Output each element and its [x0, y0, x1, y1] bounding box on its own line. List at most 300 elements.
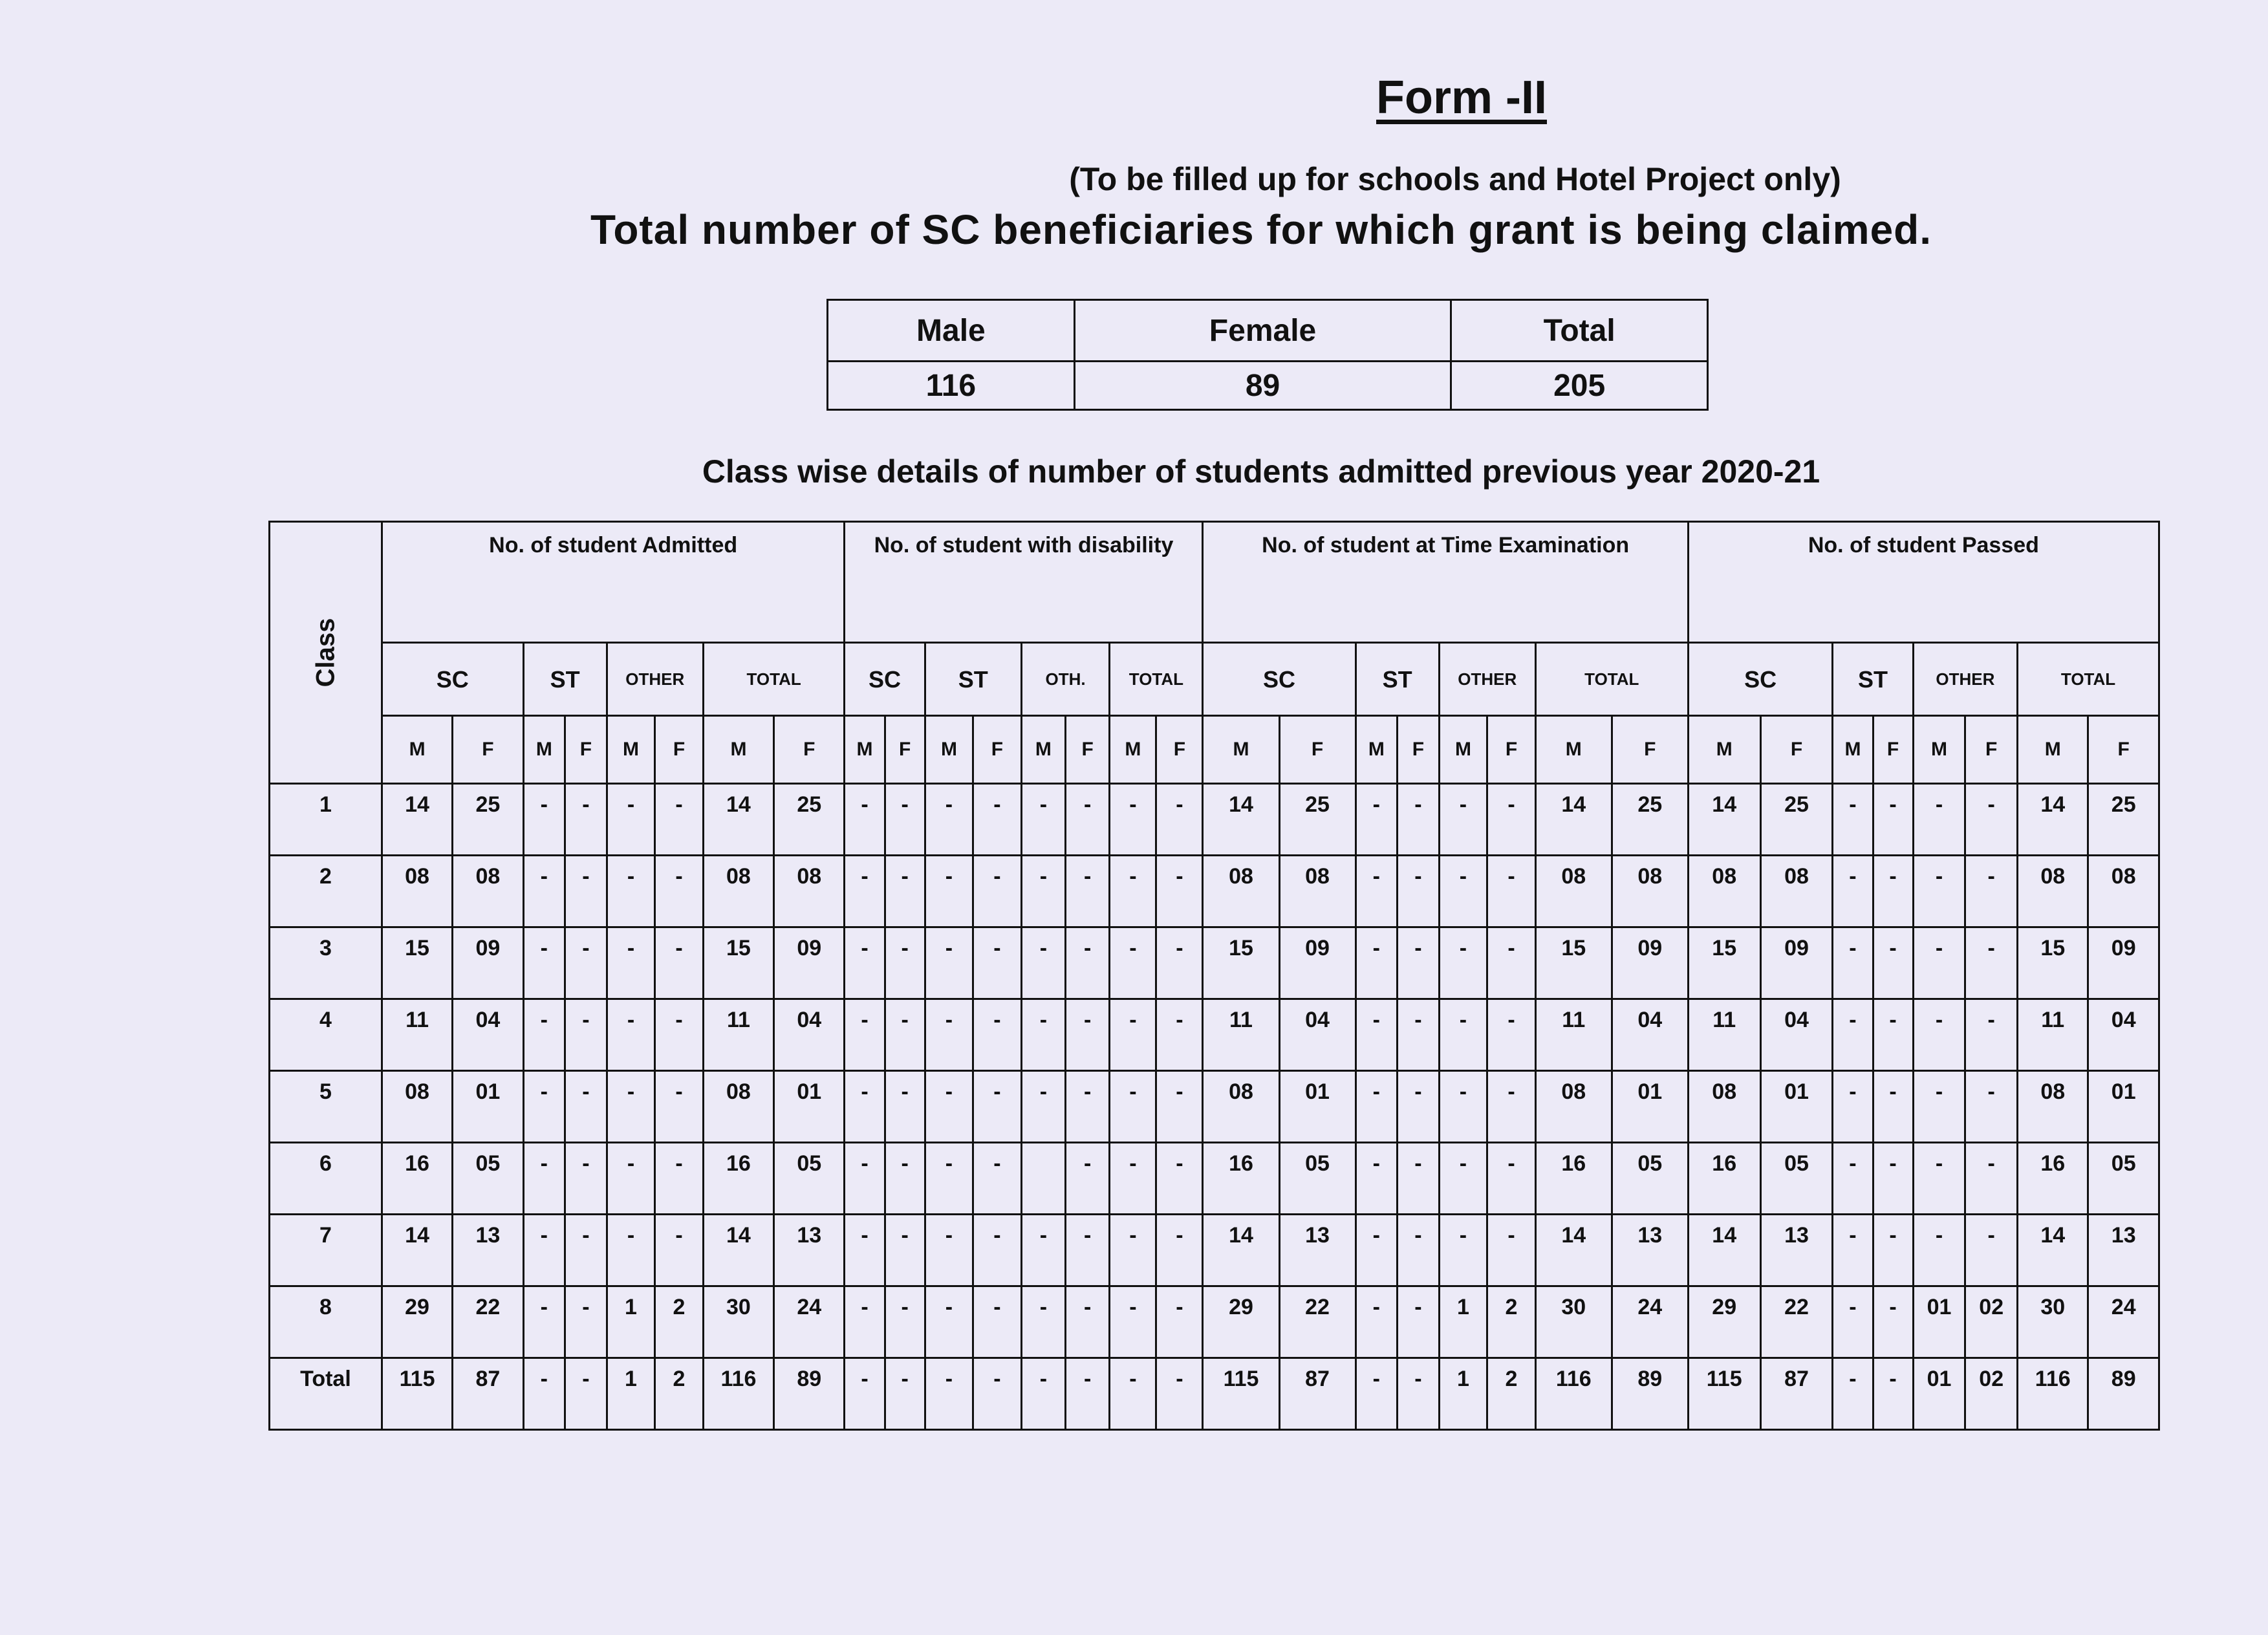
table-cell: -	[1021, 784, 1065, 856]
table-cell: -	[1156, 1143, 1203, 1215]
table-cell: -	[1021, 999, 1065, 1071]
table-cell: 14	[2018, 784, 2088, 856]
table-cell: 13	[453, 1215, 523, 1286]
table-cell: -	[973, 784, 1022, 856]
table-cell: 115	[1203, 1358, 1279, 1430]
table-cell: 08	[1535, 856, 1612, 927]
table-cell: -	[925, 1071, 973, 1143]
table-cell: -	[1439, 856, 1487, 927]
table-cell: -	[1398, 856, 1440, 927]
class-label: 4	[270, 999, 382, 1071]
table-cell: -	[925, 784, 973, 856]
table-cell: 16	[703, 1143, 773, 1215]
table-cell: -	[1156, 1358, 1203, 1430]
table-cell: -	[523, 1286, 565, 1358]
table-cell: -	[607, 1071, 655, 1143]
table-cell: -	[1398, 927, 1440, 999]
summary-table	[826, 299, 1709, 411]
table-cell: -	[885, 927, 925, 999]
table-cell: -	[845, 784, 885, 856]
table-cell: -	[845, 1286, 885, 1358]
sub-header-st: ST	[1833, 643, 1913, 716]
female-header: F	[565, 716, 607, 784]
table-cell: -	[1487, 856, 1536, 927]
table-cell: 89	[774, 1358, 845, 1430]
table-cell: -	[1965, 1215, 2018, 1286]
table-cell: -	[1833, 999, 1873, 1071]
table-cell: -	[1965, 784, 2018, 856]
table-cell: -	[607, 1215, 655, 1286]
female-header: F	[1612, 716, 1688, 784]
female-header: F	[655, 716, 704, 784]
female-header: F	[885, 716, 925, 784]
table-cell: 08	[703, 1071, 773, 1143]
male-header: M	[607, 716, 655, 784]
table-cell: -	[925, 1215, 973, 1286]
table-cell: -	[925, 999, 973, 1071]
female-header: F	[1066, 716, 1110, 784]
table-cell: 13	[1612, 1215, 1688, 1286]
class-label: 2	[270, 856, 382, 927]
table-cell: 15	[2018, 927, 2088, 999]
table-cell: 04	[453, 999, 523, 1071]
table-cell: 30	[703, 1286, 773, 1358]
table-cell: 15	[1203, 927, 1279, 999]
table-cell: 01	[774, 1071, 845, 1143]
table-cell: -	[1873, 927, 1913, 999]
male-header: M	[1688, 716, 1760, 784]
table-cell: -	[565, 1143, 607, 1215]
summary-value-female: 89	[1074, 362, 1451, 410]
table-cell: 16	[382, 1143, 452, 1215]
table-cell: 14	[1203, 1215, 1279, 1286]
table-row	[270, 1143, 2159, 1215]
table-cell: 25	[1760, 784, 1833, 856]
table-cell: -	[565, 1286, 607, 1358]
table-cell: -	[607, 927, 655, 999]
table-cell: 116	[2018, 1358, 2088, 1430]
table-cell: 14	[1688, 784, 1760, 856]
table-cell: -	[1021, 1286, 1065, 1358]
summary-value-male: 116	[828, 362, 1075, 410]
table-cell: -	[1965, 1143, 2018, 1215]
female-header: F	[2088, 716, 2159, 784]
female-header: F	[1156, 716, 1203, 784]
table-cell: 29	[1688, 1286, 1760, 1358]
table-cell: -	[1066, 784, 1110, 856]
table-cell: 05	[2088, 1143, 2159, 1215]
table-cell: -	[1110, 1071, 1156, 1143]
table-cell: 89	[2088, 1358, 2159, 1430]
table-cell: -	[925, 927, 973, 999]
table-cell: -	[885, 1215, 925, 1286]
table-cell: -	[845, 1358, 885, 1430]
sub-header-total: TOTAL	[703, 643, 845, 716]
class-label: 8	[270, 1286, 382, 1358]
table-cell: 09	[1279, 927, 1355, 999]
table-cell: -	[1873, 1215, 1913, 1286]
form-heading: Total number of SC beneficiaries for which grant is being claimed.	[590, 206, 1932, 253]
table-cell: 05	[1760, 1143, 1833, 1215]
table-row	[270, 856, 2159, 927]
female-header: F	[1873, 716, 1913, 784]
summary-header-female: Female	[1074, 300, 1451, 362]
table-cell: -	[565, 1358, 607, 1430]
sub-header-oth: OTH.	[1021, 643, 1110, 716]
table-cell: 14	[1688, 1215, 1760, 1286]
table-cell: -	[1355, 1358, 1398, 1430]
table-cell: 29	[1203, 1286, 1279, 1358]
table-cell: 09	[1760, 927, 1833, 999]
table-cell: -	[1487, 999, 1536, 1071]
table-cell: 2	[1487, 1358, 1536, 1430]
table-cell: 08	[703, 856, 773, 927]
table-cell: -	[1398, 1143, 1440, 1215]
table-cell: 30	[1535, 1286, 1612, 1358]
table-cell: 16	[1688, 1143, 1760, 1215]
table-row	[270, 1071, 2159, 1143]
table-cell: 11	[1688, 999, 1760, 1071]
table-cell: -	[1833, 1143, 1873, 1215]
table-cell: -	[1110, 856, 1156, 927]
table-cell: 14	[1535, 784, 1612, 856]
female-header: F	[973, 716, 1022, 784]
table-cell: -	[1398, 1286, 1440, 1358]
table-cell: 2	[655, 1286, 704, 1358]
table-cell: -	[523, 784, 565, 856]
table-cell: -	[973, 1286, 1022, 1358]
table-cell: -	[1355, 1286, 1398, 1358]
table-cell: 87	[1279, 1358, 1355, 1430]
table-cell: 01	[1279, 1071, 1355, 1143]
sub-header-total: TOTAL	[1110, 643, 1203, 716]
group-header-row	[270, 522, 2159, 643]
table-cell: -	[973, 856, 1022, 927]
table-cell: -	[1487, 1071, 1536, 1143]
sub-header-row	[270, 643, 2159, 716]
summary-header-total: Total	[1451, 300, 1708, 362]
table-cell: 22	[1760, 1286, 1833, 1358]
table-cell: -	[565, 1215, 607, 1286]
table-cell: 04	[1612, 999, 1688, 1071]
table-cell: -	[1110, 1143, 1156, 1215]
table-cell: -	[885, 1286, 925, 1358]
table-cell: -	[1066, 1143, 1110, 1215]
sub-header-sc: SC	[1203, 643, 1355, 716]
table-cell: -	[1833, 1358, 1873, 1430]
male-header: M	[1439, 716, 1487, 784]
form-title: Form -II	[1376, 72, 1547, 124]
sub-header-sc: SC	[382, 643, 523, 716]
table-cell: 15	[1535, 927, 1612, 999]
table-cell: -	[1913, 1143, 1965, 1215]
table-cell: -	[1110, 1215, 1156, 1286]
table-cell: -	[1066, 1286, 1110, 1358]
group-header-passed: No. of student Passed	[1688, 522, 2159, 643]
table-cell: 02	[1965, 1358, 2018, 1430]
table-cell: -	[523, 856, 565, 927]
group-header-examination: No. of student at Time Examination	[1203, 522, 1688, 643]
table-cell: -	[1873, 999, 1913, 1071]
table-cell: -	[885, 1358, 925, 1430]
table-cell: 11	[1535, 999, 1612, 1071]
table-cell: 116	[1535, 1358, 1612, 1430]
female-header: F	[1760, 716, 1833, 784]
class-wise-table	[268, 521, 2160, 1431]
table-cell: -	[1398, 1215, 1440, 1286]
table-cell: -	[1913, 1215, 1965, 1286]
table-cell: -	[1487, 1143, 1536, 1215]
table-cell: -	[607, 1143, 655, 1215]
table-cell: -	[1110, 784, 1156, 856]
table-cell: -	[655, 1215, 704, 1286]
table-cell: 01	[1913, 1286, 1965, 1358]
table-cell: -	[655, 784, 704, 856]
table-cell: 04	[774, 999, 845, 1071]
table-cell: 22	[1279, 1286, 1355, 1358]
table-cell: 08	[2088, 856, 2159, 927]
table-cell: -	[885, 1071, 925, 1143]
table-cell: -	[1487, 927, 1536, 999]
table-cell: -	[1355, 999, 1398, 1071]
table-cell: 25	[774, 784, 845, 856]
table-row	[270, 999, 2159, 1071]
table-cell: -	[1066, 927, 1110, 999]
table-cell: 09	[453, 927, 523, 999]
table-cell: -	[523, 1215, 565, 1286]
table-cell: 08	[382, 856, 452, 927]
table-cell: -	[655, 999, 704, 1071]
mf-header-row	[270, 716, 2159, 784]
table-cell: 115	[382, 1358, 452, 1430]
table-cell: -	[1833, 1215, 1873, 1286]
table-cell: -	[973, 999, 1022, 1071]
table-cell: -	[1355, 1215, 1398, 1286]
class-label: 5	[270, 1071, 382, 1143]
table-row	[270, 784, 2159, 856]
table-cell: -	[1156, 927, 1203, 999]
table-cell: 14	[382, 1215, 452, 1286]
table-cell: 29	[382, 1286, 452, 1358]
table-cell: 08	[1688, 856, 1760, 927]
table-cell: 08	[774, 856, 845, 927]
male-header: M	[845, 716, 885, 784]
table-cell: -	[1355, 784, 1398, 856]
table-cell: 09	[2088, 927, 2159, 999]
sub-header-other: OTHER	[607, 643, 703, 716]
summary-value-row	[828, 362, 1708, 410]
male-header: M	[523, 716, 565, 784]
table-cell: 08	[1612, 856, 1688, 927]
table-cell: 25	[1279, 784, 1355, 856]
table-cell: -	[885, 999, 925, 1071]
table-cell: -	[973, 1143, 1022, 1215]
table-cell: -	[1156, 999, 1203, 1071]
female-header: F	[453, 716, 523, 784]
table-cell: -	[1487, 784, 1536, 856]
group-header-admitted: No. of student Admitted	[382, 522, 845, 643]
table-cell: -	[1066, 1071, 1110, 1143]
table-cell: 16	[1535, 1143, 1612, 1215]
table-cell: 2	[1487, 1286, 1536, 1358]
male-header: M	[925, 716, 973, 784]
table-cell: -	[1021, 856, 1065, 927]
table-cell: 1	[607, 1286, 655, 1358]
table-cell: -	[925, 1358, 973, 1430]
table-cell: 1	[607, 1358, 655, 1430]
table-cell: 1	[1439, 1358, 1487, 1430]
table-cell: -	[1487, 1215, 1536, 1286]
table-cell: 11	[703, 999, 773, 1071]
class-header: Class	[270, 522, 382, 784]
table-row	[270, 1286, 2159, 1358]
table-cell: 87	[1760, 1358, 1833, 1430]
table-cell: -	[1156, 1071, 1203, 1143]
section-title: Class wise details of number of students admitted previous year 2020-21	[702, 453, 1820, 490]
table-cell: -	[885, 1143, 925, 1215]
table-cell: 14	[1203, 784, 1279, 856]
table-cell: -	[1873, 1286, 1913, 1358]
table-cell: -	[565, 927, 607, 999]
table-cell: -	[1355, 1071, 1398, 1143]
female-header: F	[774, 716, 845, 784]
table-cell: -	[1965, 927, 2018, 999]
male-header: M	[1833, 716, 1873, 784]
table-cell: -	[565, 856, 607, 927]
table-cell: -	[655, 856, 704, 927]
sub-header-sc: SC	[1688, 643, 1833, 716]
male-header: M	[1021, 716, 1065, 784]
table-cell: -	[1398, 784, 1440, 856]
table-cell: 08	[1203, 856, 1279, 927]
table-cell: 15	[1688, 927, 1760, 999]
sub-header-other: OTHER	[1913, 643, 2017, 716]
table-cell: 05	[1279, 1143, 1355, 1215]
table-cell: 05	[453, 1143, 523, 1215]
table-cell: -	[523, 927, 565, 999]
table-cell: 08	[1688, 1071, 1760, 1143]
table-cell: 13	[2088, 1215, 2159, 1286]
table-cell: 14	[382, 784, 452, 856]
table-cell	[1021, 1143, 1065, 1215]
table-cell: -	[655, 927, 704, 999]
table-cell: 04	[2088, 999, 2159, 1071]
table-cell: -	[1873, 1358, 1913, 1430]
table-cell: -	[973, 1358, 1022, 1430]
table-cell: -	[1398, 1358, 1440, 1430]
male-header: M	[2018, 716, 2088, 784]
female-header: F	[1398, 716, 1440, 784]
sub-header-total: TOTAL	[2018, 643, 2159, 716]
table-cell: 04	[1760, 999, 1833, 1071]
sub-header-st: ST	[523, 643, 607, 716]
table-cell: -	[1021, 1358, 1065, 1430]
table-cell: 13	[1279, 1215, 1355, 1286]
table-cell: -	[1156, 1286, 1203, 1358]
table-cell: -	[1398, 1071, 1440, 1143]
table-cell: 08	[2018, 1071, 2088, 1143]
table-cell: -	[523, 1358, 565, 1430]
male-header: M	[1110, 716, 1156, 784]
male-header: M	[1355, 716, 1398, 784]
table-cell: -	[1066, 1215, 1110, 1286]
table-cell: 08	[1760, 856, 1833, 927]
table-cell: -	[1355, 1143, 1398, 1215]
table-cell: -	[1913, 1071, 1965, 1143]
table-cell: -	[1913, 856, 1965, 927]
table-cell: -	[1833, 856, 1873, 927]
table-cell: 08	[1203, 1071, 1279, 1143]
table-cell: -	[845, 927, 885, 999]
table-cell: -	[565, 784, 607, 856]
table-cell: -	[1439, 927, 1487, 999]
table-cell: -	[845, 1143, 885, 1215]
table-cell: -	[1355, 856, 1398, 927]
male-header: M	[1535, 716, 1612, 784]
table-cell: -	[607, 856, 655, 927]
table-cell: -	[1965, 1071, 2018, 1143]
class-label: 6	[270, 1143, 382, 1215]
sub-header-total: TOTAL	[1535, 643, 1688, 716]
table-cell: 01	[1913, 1358, 1965, 1430]
table-cell: -	[1913, 784, 1965, 856]
table-cell: -	[1066, 999, 1110, 1071]
male-header: M	[703, 716, 773, 784]
table-cell: -	[1873, 784, 1913, 856]
table-cell: 16	[2018, 1143, 2088, 1215]
male-header: M	[1203, 716, 1279, 784]
table-cell: 24	[774, 1286, 845, 1358]
table-cell: -	[973, 1071, 1022, 1143]
table-cell: 2	[655, 1358, 704, 1430]
table-cell: -	[1913, 999, 1965, 1071]
table-cell: -	[1439, 1215, 1487, 1286]
table-cell: -	[885, 856, 925, 927]
table-cell: -	[1110, 999, 1156, 1071]
table-cell: -	[925, 1286, 973, 1358]
class-label: 3	[270, 927, 382, 999]
table-cell: -	[1873, 856, 1913, 927]
table-cell: 13	[1760, 1215, 1833, 1286]
table-cell: 01	[1760, 1071, 1833, 1143]
female-header: F	[1487, 716, 1536, 784]
table-cell: 04	[1279, 999, 1355, 1071]
table-cell: 24	[1612, 1286, 1688, 1358]
table-cell: 11	[382, 999, 452, 1071]
table-cell: 09	[1612, 927, 1688, 999]
summary-header-male: Male	[828, 300, 1075, 362]
table-cell: 1	[1439, 1286, 1487, 1358]
table-cell: 08	[1279, 856, 1355, 927]
table-cell: -	[1066, 1358, 1110, 1430]
table-cell: -	[925, 1143, 973, 1215]
table-cell: -	[885, 784, 925, 856]
table-cell: 08	[2018, 856, 2088, 927]
table-cell: -	[845, 999, 885, 1071]
table-cell: 15	[382, 927, 452, 999]
table-cell: 25	[453, 784, 523, 856]
table-cell: 25	[2088, 784, 2159, 856]
table-cell: 14	[2018, 1215, 2088, 1286]
table-cell: 87	[453, 1358, 523, 1430]
sub-header-st: ST	[925, 643, 1021, 716]
table-row	[270, 1215, 2159, 1286]
table-cell: -	[1398, 999, 1440, 1071]
table-cell: -	[607, 999, 655, 1071]
table-cell: 16	[1203, 1143, 1279, 1215]
table-cell: -	[1156, 784, 1203, 856]
table-cell: -	[523, 999, 565, 1071]
